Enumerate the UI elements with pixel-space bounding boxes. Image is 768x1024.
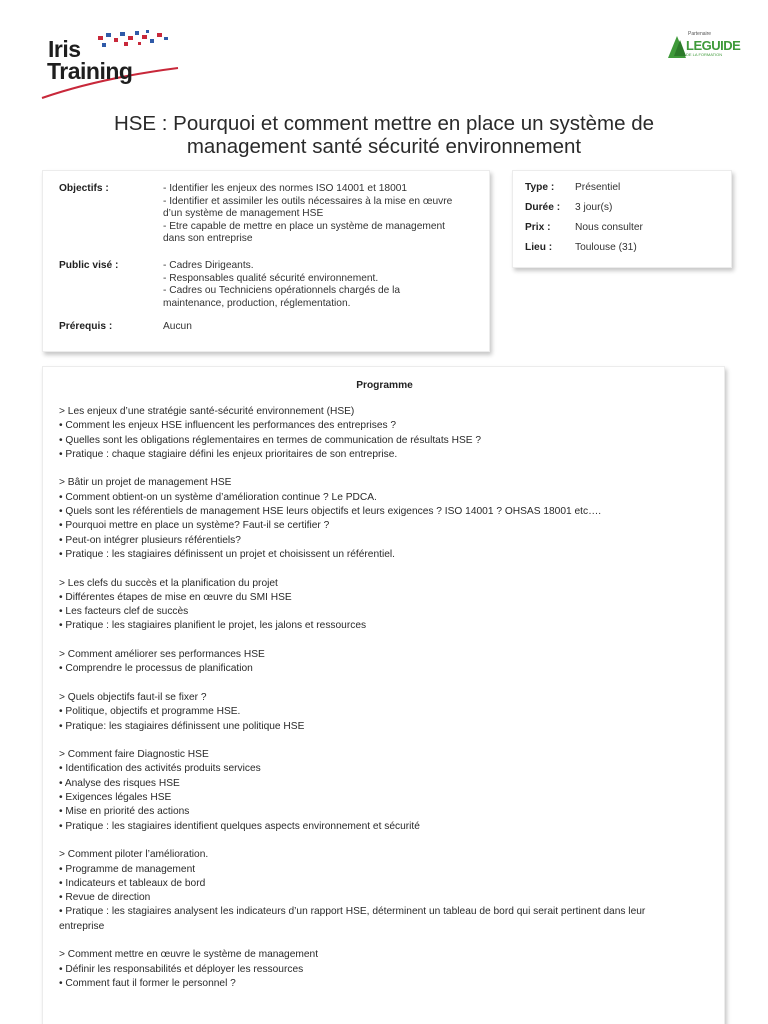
public-line: - Responsables qualité sécurité environnement. — [163, 272, 379, 284]
programme-line: • Revue de direction — [59, 892, 151, 904]
course-details-box — [42, 170, 490, 352]
programme-line: > Quels objectifs faut-il se fixer ? — [59, 691, 207, 703]
programme-line: • Pratique: les stagiaires définissent une politique HSE — [59, 720, 305, 732]
title-line-2: management santé sécurité environnement — [186, 135, 582, 158]
programme-line: • Pratique : les stagiaires analysent les indicateurs d’un rapport HSE, déterminent un tableau de bord qui serait pertinent dans leur — [59, 906, 646, 918]
logo-text-iris: Iris — [48, 36, 81, 62]
programme-line: > Les clefs du succès et la planification du projet — [59, 577, 278, 589]
logo-text-training: Training — [47, 58, 133, 84]
page-title — [60, 112, 708, 158]
public-line: maintenance, production, réglementation. — [163, 297, 351, 309]
duree-label: Durée : — [525, 202, 561, 213]
objectifs-line: - Etre capable de mettre en place un système de management — [163, 220, 446, 232]
type-label: Type : — [525, 182, 555, 193]
programme-line: • Pratique : les stagiaires définissent un projet et choisissent un référentiel. — [59, 548, 395, 560]
programme-spacer — [59, 634, 719, 648]
programme-line: > Bâtir un projet de management HSE — [59, 477, 232, 489]
programme-line: > Comment piloter l’amélioration. — [59, 849, 209, 861]
programme-line: • Mise en priorité des actions — [59, 806, 190, 818]
programme-spacer — [59, 677, 719, 691]
partner-subtitle: DE LA FORMATION — [686, 52, 723, 57]
programme-line: • Indicateurs et tableaux de bord — [59, 877, 206, 889]
programme-line: • Pratique : chaque stagiaire défini les enjeux prioritaires de son entreprise. — [59, 448, 398, 460]
mountain-icon-inner — [674, 40, 686, 56]
programme-line: • Comment faut il former le personnel ? — [59, 977, 236, 989]
programme-line: entreprise — [59, 920, 105, 932]
public-line: - Cadres ou Techniciens opérationnels chargés de la — [163, 285, 401, 297]
programme-box — [42, 366, 725, 1024]
programme-line: • Pratique : les stagiaires identifient quelques aspects environnement et sécurité — [59, 820, 420, 832]
objectifs-value — [163, 183, 483, 246]
public-value — [163, 260, 483, 310]
programme-line: • Programme de management — [59, 863, 196, 875]
objectifs-line: - Identifier et assimiler les outils nécessaires à la mise en œuvre — [163, 195, 453, 207]
type-value: Présentiel — [575, 182, 621, 193]
programme-spacer — [59, 734, 719, 748]
programme-line: • Les facteurs clef de succès — [59, 606, 189, 618]
programme-line: > Les enjeux d’une stratégie santé-sécurité environnement (HSE) — [59, 406, 355, 417]
lieu-label: Lieu : — [525, 242, 553, 253]
public-label: Public visé : — [59, 260, 119, 271]
programme-spacer — [59, 562, 719, 576]
partner-logo — [664, 30, 741, 62]
programme-line: • Peut-on intégrer plusieurs référentiels? — [59, 534, 241, 546]
programme-line: > Comment faire Diagnostic HSE — [59, 749, 209, 761]
public-line: - Cadres Dirigeants. — [163, 260, 254, 271]
partner-label: Partenaire — [688, 31, 712, 37]
programme-line: • Définir les responsabilités et déployer les ressources — [59, 963, 304, 975]
programme-line: • Comment les enjeux HSE influencent les performances des entreprises ? — [59, 420, 397, 432]
course-meta-box — [512, 170, 732, 268]
programme-line: > Comment mettre en œuvre le système de management — [59, 949, 319, 961]
programme-title: Programme — [356, 380, 413, 391]
programme-line: • Identification des activités produits services — [59, 763, 261, 775]
iris-training-logo — [40, 28, 190, 102]
duree-value: 3 jour(s) — [575, 202, 613, 213]
objectifs-line: dans son entreprise — [163, 233, 253, 245]
programme-line: • Quels sont les référentiels de management HSE leurs objectifs et leurs exigences ? ISO 14001 ? OHSAS 18001 etc…. — [59, 506, 602, 518]
programme-line: • Différentes étapes de mise en œuvre du SMI HSE — [59, 591, 292, 603]
programme-spacer — [59, 834, 719, 848]
prix-value: Nous consulter — [575, 222, 643, 233]
programme-line: • Quelles sont les obligations réglementaires en termes de communication de résultats HSE ? — [59, 434, 482, 446]
programme-spacer — [59, 462, 719, 476]
prix-label: Prix : — [525, 222, 551, 233]
programme-line: • Politique, objectifs et programme HSE. — [59, 706, 241, 718]
programme-content — [59, 405, 719, 991]
objectifs-label: Objectifs : — [59, 183, 109, 194]
programme-line: • Exigences légales HSE — [59, 792, 172, 804]
partner-name: LEGUIDE — [686, 38, 741, 53]
programme-line: • Analyse des risques HSE — [59, 777, 180, 789]
objectifs-line: d’un système de management HSE — [163, 208, 324, 220]
programme-line: • Pratique : les stagiaires planifient le projet, les jalons et ressources — [59, 620, 367, 632]
prerequis-value: Aucun — [163, 321, 192, 332]
prerequis-label: Prérequis : — [59, 321, 113, 332]
title-line-1: HSE : Pourquoi et comment mettre en place un système de — [113, 112, 655, 135]
programme-line: • Comment obtient-on un système d’amélioration continue ? Le PDCA. — [59, 491, 377, 503]
programme-line: • Comprendre le processus de planification — [59, 663, 253, 675]
programme-spacer — [59, 934, 719, 948]
objectifs-line: - Identifier les enjeux des normes ISO 14001 et 18001 — [163, 183, 408, 194]
programme-line: • Pourquoi mettre en place un système? Faut-il se certifier ? — [59, 520, 330, 532]
lieu-value: Toulouse (31) — [575, 242, 637, 253]
programme-line: > Comment améliorer ses performances HSE — [59, 649, 265, 661]
